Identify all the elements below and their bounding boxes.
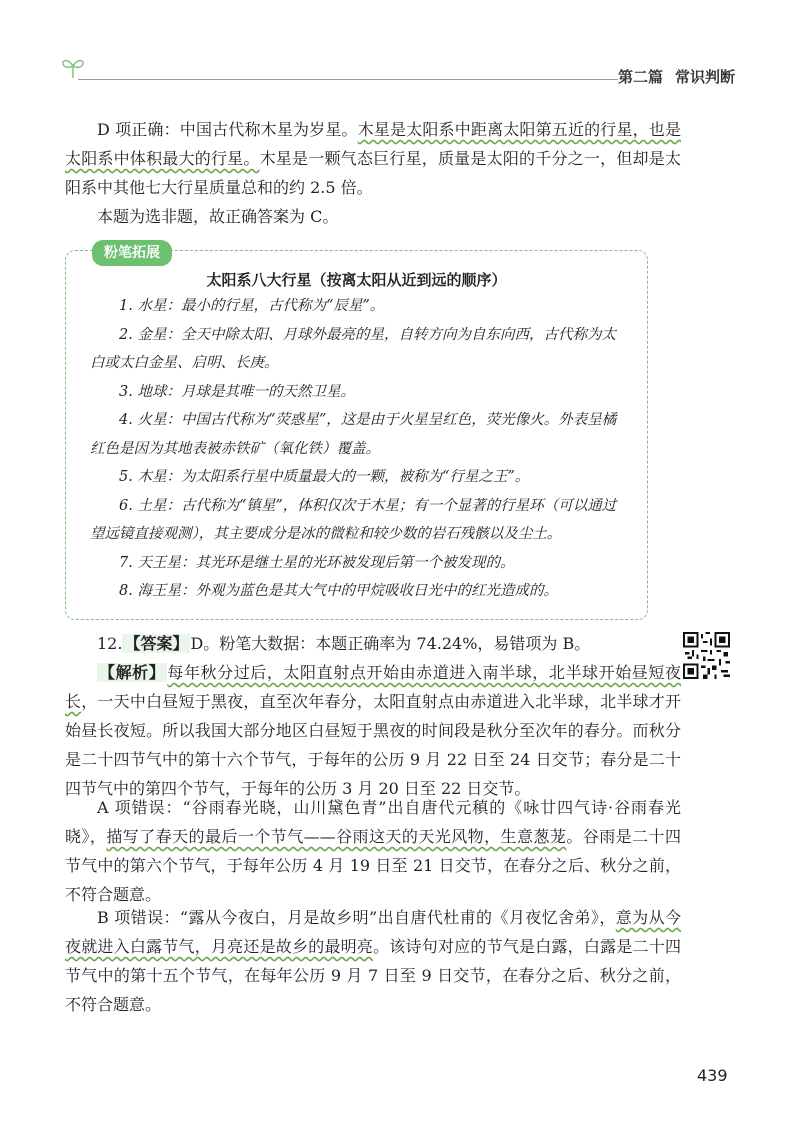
leaf-icon	[58, 52, 88, 82]
underlined-text: 每年秋分过后，太阳直射点开始由赤道进入南半球，北半球开始昼短夜长	[65, 663, 681, 711]
underlined-text: 木星是太阳系中距离太阳第五近的行星，也是太阳系中体积最大的行星。	[65, 120, 681, 168]
underlined-text: 描写了春天的最后一个节气——谷雨这天的天光风物，生意葱茏	[106, 827, 567, 846]
planet-item-earth: 3. 地球：月球是其唯一的天然卫星。	[119, 383, 355, 400]
header-rule	[78, 79, 618, 80]
conclusion-line: 本题为选非题，故正确答案为 C。	[97, 207, 339, 226]
planet-item-uranus: 7. 天王星：其光环是继土星的光环被发现后第一个被发现的。	[119, 554, 515, 571]
planet-item-mars: 4. 火星：中国古代称为“荧惑星”，这是由于火星呈红色，荧光像火。外表呈橘红色是因为其地表被赤铁矿（氧化铁）覆盖。	[90, 412, 617, 457]
planet-item-venus: 2. 金星：全天中除太阳、月球外最亮的星，自转方向为自东向西，古代称为太白或太白金星、启明、长庚。	[90, 326, 616, 371]
answer-label: 【答案】	[124, 634, 189, 653]
analysis-label: 【解析】	[99, 663, 166, 682]
running-header	[618, 66, 747, 87]
answer-line: 12. 【答案】 D。粉笔大数据：本题正确率为 74.24%，易错项为 B。	[97, 634, 591, 653]
qr-code-icon[interactable]	[683, 632, 730, 679]
extension-title: 太阳系八大行星（按离太阳从近到远的顺序）	[206, 271, 507, 289]
option-a-paragraph: A 项错误：“谷雨春光晓，山川黛色青”出自唐代元稹的《咏廿四气诗·谷雨春光晓》，描写了春天的最后一个节气——谷雨这天的天光风物，生意葱茏。谷雨是二十四节气中的第六个节气，于每年公历 4 月 19 日至 21 日交节，在春分之后、秋分之前，不符合题意。	[65, 798, 681, 904]
analysis-paragraph: 【解析】 每年秋分过后，太阳直射点开始由赤道进入南半球，北半球开始昼短夜长，一天中白昼短于黑夜，直至次年春分，太阳直射点由赤道进入北半球，北半球才开始昼长夜短。所以我国大部分地区白昼短于黑夜的时间段是秋分至次年的春分。而秋分是二十四节气中的第十六个节气，于每年的公历 9 月 22 日至 24 日交节；春分是二十四节气中的第四个节气，于每年的公历 3 月 20 日至 22 日交节。	[65, 663, 681, 798]
planet-item-saturn: 6. 土星：古代称为“镇星”，体积仅次于木星；有一个显著的行星环（可以通过望远镜直接观测），其主要成分是冰的微粒和较少数的岩石残骸以及尘土。	[90, 497, 617, 542]
planet-item-neptune: 8. 海王星：外观为蓝色是其大气中的甲烷吸收日光中的红光造成的。	[119, 583, 558, 599]
page-number: 439	[697, 1066, 728, 1085]
extension-badge: 粉笔拓展	[92, 240, 172, 266]
option-d-paragraph: D 项正确：中国古代称木星为岁星。木星是太阳系中距离太阳第五近的行星，也是太阳系中体积最大的行星。木星是一颗气态巨行星，质量是太阳的千分之一，但却是太阳系中其他七大行星质量总和的约 2.5 倍。	[65, 120, 681, 197]
planet-item-jupiter: 5. 木星：为太阳系行星中质量最大的一颗，被称为“行星之王”。	[119, 469, 530, 485]
section-label: 常识判断	[675, 68, 736, 86]
option-b-paragraph: B 项错误：“露从今夜白，月是故乡明”出自唐代杜甫的《月夜忆舍弟》，意为从今夜就进入白露节气，月亮还是故乡的最明亮。该诗句对应的节气是白露，白露是二十四节气中的第十五个节气，在每年公历 9 月 7 日至 9 日交节，在春分之后、秋分之前，不符合题意。	[65, 908, 681, 1014]
planet-list	[90, 292, 630, 606]
underlined-text: 意为从今夜就进入白露节气，月亮还是故乡的最明亮	[65, 908, 681, 956]
part-label: 第二篇	[618, 68, 664, 86]
planet-item-mercury: 1. 水星：最小的行星，古代称为“辰星”。	[119, 298, 385, 314]
